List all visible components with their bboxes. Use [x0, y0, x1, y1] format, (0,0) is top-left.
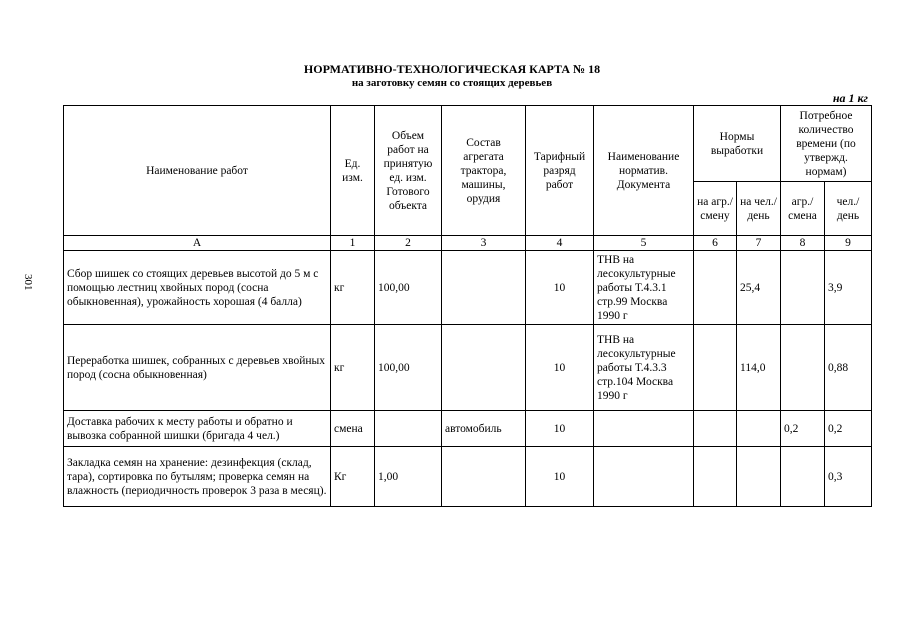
norms-table	[63, 105, 872, 507]
column-number: 4	[526, 236, 594, 251]
cell-document	[594, 411, 694, 447]
cell-work-name: Закладка семян на хранение: дезинфекция (склад, тара), сортировка по бутылям; проверка семян на влажность (периодичность проверок 3 раза в месяц).	[64, 447, 331, 507]
cell-time-man: 3,9	[825, 251, 872, 325]
cell-time-agr	[781, 447, 825, 507]
cell-time-man: 0,3	[825, 447, 872, 507]
cell-work-name: Переработка шишек, собранных с деревьев хвойных пород (сосна обыкновенная)	[64, 325, 331, 411]
page-number: 301	[22, 274, 34, 291]
column-number: 6	[694, 236, 737, 251]
column-number: А	[64, 236, 331, 251]
cell-unit: Кг	[331, 447, 375, 507]
header-name: Наименование работ	[64, 106, 331, 236]
cell-work-name: Сбор шишек со стоящих деревьев высотой до 5 м с помощью лестниц хвойных пород (сосна обыкновенная), урожайность хорошая (4 балла)	[64, 251, 331, 325]
unit-note: на 1 кг	[832, 91, 868, 105]
header-tariff: Тарифный разряд работ	[526, 106, 594, 236]
column-number: 1	[331, 236, 375, 251]
cell-composition	[442, 251, 526, 325]
cell-time-man: 0,88	[825, 325, 872, 411]
cell-volume	[375, 411, 442, 447]
document-title: НОРМАТИВНО-ТЕХНОЛОГИЧЕСКАЯ КАРТА № 18	[303, 62, 601, 76]
header-time-man: чел./ день	[825, 182, 872, 236]
cell-tariff: 10	[526, 325, 594, 411]
cell-unit: смена	[331, 411, 375, 447]
cell-time-man: 0,2	[825, 411, 872, 447]
header-unit: Ед. изм.	[331, 106, 375, 236]
cell-norm-agr	[694, 447, 737, 507]
cell-time-agr	[781, 251, 825, 325]
cell-norm-man: 25,4	[737, 251, 781, 325]
cell-volume: 100,00	[375, 325, 442, 411]
cell-norm-man	[737, 411, 781, 447]
column-number: 5	[594, 236, 694, 251]
table-row	[64, 251, 872, 325]
cell-unit: кг	[331, 325, 375, 411]
table-row	[64, 447, 872, 507]
header-norms-man: на чел./ день	[737, 182, 781, 236]
header-composition: Состав агрегата трактора, машины, орудия	[442, 106, 526, 236]
cell-tariff: 10	[526, 411, 594, 447]
header-norms: Нормы выработки	[694, 106, 781, 182]
document-subtitle: на заготовку семян со стоящих деревьев	[351, 77, 553, 89]
column-number: 9	[825, 236, 872, 251]
cell-norm-agr	[694, 411, 737, 447]
cell-composition	[442, 447, 526, 507]
cell-composition	[442, 325, 526, 411]
cell-norm-man: 114,0	[737, 325, 781, 411]
column-number: 7	[737, 236, 781, 251]
cell-volume: 1,00	[375, 447, 442, 507]
cell-norm-man	[737, 447, 781, 507]
cell-document	[594, 447, 694, 507]
cell-document: ТНВ на лесокультурные работы Т.4.3.3 стр.104 Москва 1990 г	[594, 325, 694, 411]
column-number: 8	[781, 236, 825, 251]
column-number: 2	[375, 236, 442, 251]
cell-time-agr: 0,2	[781, 411, 825, 447]
cell-norm-agr	[694, 325, 737, 411]
header-volume: Объем работ на принятую ед. изм. Готового объекта	[375, 106, 442, 236]
cell-norm-agr	[694, 251, 737, 325]
table-row	[64, 411, 872, 447]
header-time: Потребное количество времени (по утвержд. нормам)	[781, 106, 872, 182]
header-norms-agr: на агр./ смену	[694, 182, 737, 236]
cell-document: ТНВ на лесокультурные работы Т.4.3.1 стр.99 Москва 1990 г	[594, 251, 694, 325]
table-row	[64, 325, 872, 411]
cell-unit: кг	[331, 251, 375, 325]
cell-tariff: 10	[526, 447, 594, 507]
header-doc: Наименование норматив. Документа	[594, 106, 694, 236]
cell-time-agr	[781, 325, 825, 411]
cell-tariff: 10	[526, 251, 594, 325]
cell-volume: 100,00	[375, 251, 442, 325]
header-time-agr: агр./ смена	[781, 182, 825, 236]
column-number: 3	[442, 236, 526, 251]
cell-work-name: Доставка рабочих к месту работы и обратно и вывозка собранной шишки (бригада 4 чел.)	[64, 411, 331, 447]
cell-composition: автомобиль	[442, 411, 526, 447]
